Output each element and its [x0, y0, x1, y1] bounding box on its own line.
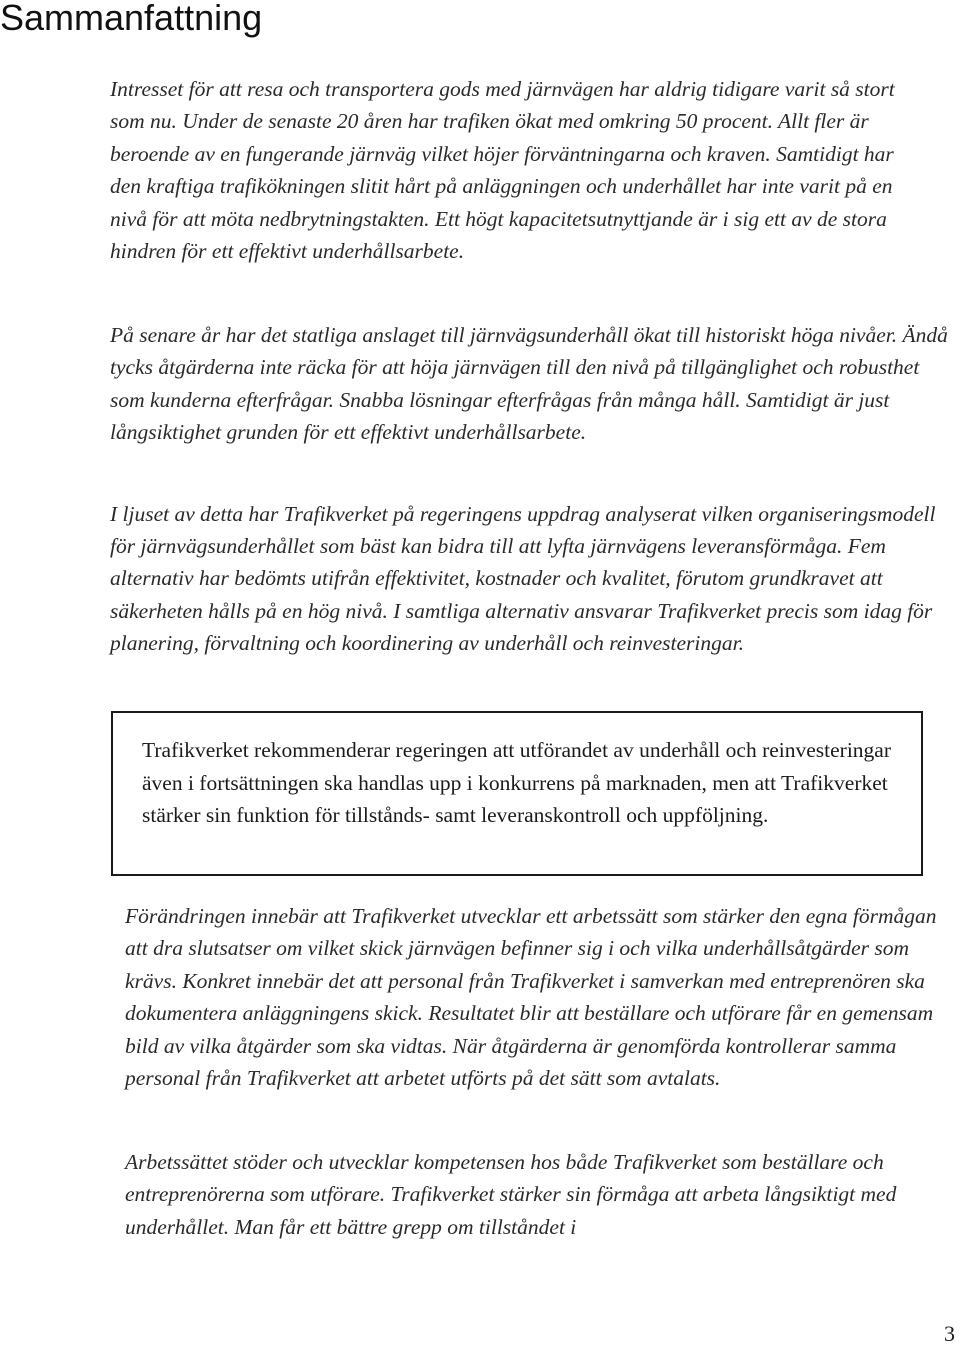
paragraph-working-method: Arbetssättet stöder och utvecklar kompetensen hos både Trafikverket som beställare och entreprenörerna som utförare. Trafikverket stärker sin förmåga att arbeta långsiktigt med underhållet. Man får ett bättre grepp om tillståndet i [125, 1150, 897, 1239]
paragraph-intro: Intresset för att resa och transportera gods med järnvägen har aldrig tidigare varit så stort som nu. Under de senaste 20 åren har trafiken ökat med omkring 50 procent. Allt fler är beroende av en fungerande järnväg vilket höjer förväntningarna och kraven. Samtidigt har den kraftiga trafikökningen slitit hårt på anläggningen och underhållet har inte varit på en nivå för att möta nedbrytningstakten. Ett högt kapacitetsutnyttjande är i sig ett av de stora hindren för ett effektivt underhållsarbete. [110, 77, 895, 264]
page-title: Sammanfattning [0, 0, 263, 38]
page-number: 3 [944, 1321, 955, 1346]
paragraph-funding: På senare år har det statliga anslaget till järnvägsunderhåll ökat till historiskt höga nivåer. Ändå tycks åtgärderna inte räcka för att höja järnvägen till den nivå på tillgänglighet och robusthet som kunderna efterfrågar. Snabba lösningar efterfrågas från många håll. Samtidigt är just långsiktighet grunden för ett effektivt underhållsarbete. [110, 323, 948, 445]
paragraph-analysis: I ljuset av detta har Trafikverket på regeringens uppdrag analyserat vilken organiseringsmodell för järnvägsunderhållet som bäst kan bidra till att lyfta järnvägens leveransförmåga. Fem alternativ har bedömts utifrån effektivitet, kostnader och kvalitet, förutom grundkravet att säkerheten hålls på en hög nivå. I samtliga alternativ ansvarar Trafikverket precis som idag för planering, förvaltning och koordinering av underhåll och reinvesteringar. [110, 502, 936, 655]
paragraph-change: Förändringen innebär att Trafikverket utvecklar ett arbetssätt som stärker den egna förmågan att dra slutsatser om vilket skick järnvägen befinner sig i och vilka underhållsåtgärder som krävs. Konkret innebär det att personal från Trafikverket i samverkan med entreprenören ska dokumentera anläggningens skick. Resultatet blir att beställare och utförare får en gemensam bild av vilka åtgärder som ska vidtas. När åtgärderna är genomförda kontrollerar samma personal från Trafikverket att arbetet utförts på det sätt som avtalats. [125, 904, 937, 1091]
recommendation-box [111, 711, 923, 876]
recommendation-text: Trafikverket rekommenderar regeringen att utförandet av underhåll och reinvesteringar även i fortsättningen ska handlas upp i konkurrens på marknaden, men att Trafikverket stärker sin funktion för tillstånds- samt leveranskontroll och uppföljning. [142, 738, 892, 828]
